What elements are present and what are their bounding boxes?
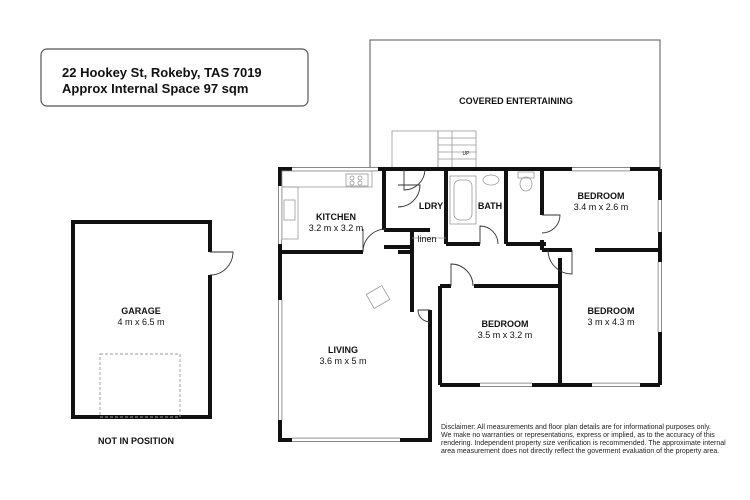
not-in-position-label: NOT IN POSITION — [97, 436, 175, 446]
bedroom-top-right-size: 3.4 m x 2.6 m — [573, 202, 629, 212]
bedroom-middle-label: BEDROOM — [481, 319, 529, 329]
stairs-up-label: UP — [462, 151, 470, 157]
garage-label: GARAGE — [121, 306, 161, 316]
disclaimer-line-1: Disclaimer: All measurements and floor plan details are for informational purposes only. — [441, 424, 711, 431]
disclaimer-line-2: We make no warranties or representations, express or implied, as to the accuracy of this — [441, 432, 715, 439]
steps — [392, 131, 476, 169]
bedroom-top-right-label: BEDROOM — [577, 191, 625, 201]
bedroom-middle-size: 3.5 m x 3.2 m — [477, 330, 533, 340]
bedroom-right-label: BEDROOM — [587, 306, 635, 316]
living-label: LIVING — [327, 345, 359, 355]
bedroom-right-size: 3 m x 4.3 m — [587, 317, 635, 327]
covered-entertaining-area — [370, 40, 660, 169]
internal-space-text: Approx Internal Space 97 sqm — [62, 81, 249, 96]
covered-entertaining-label: COVERED ENTERTAINING — [459, 96, 573, 106]
disclaimer — [441, 424, 726, 455]
kitchen-size: 3.2 m x 3.2 m — [308, 223, 364, 233]
linen-label: linen — [417, 234, 437, 244]
disclaimer-line-4: area measurement does not directly reflect the goverment evaluation of the property area. — [441, 448, 720, 455]
garage — [73, 222, 233, 446]
garage-size: 4 m x 6.5 m — [117, 317, 165, 327]
bath-label: BATH — [477, 201, 503, 211]
living-size: 3.6 m x 5 m — [319, 356, 367, 366]
laundry-label: LDRY — [418, 201, 444, 211]
disclaimer-line-3: rendering. Independent property size verification is recommended. The approximate internal — [441, 440, 726, 447]
kitchen-label: KITCHEN — [316, 212, 356, 222]
address-panel — [41, 49, 308, 106]
address-text: 22 Hookey St, Rokeby, TAS 7019 — [62, 65, 262, 80]
